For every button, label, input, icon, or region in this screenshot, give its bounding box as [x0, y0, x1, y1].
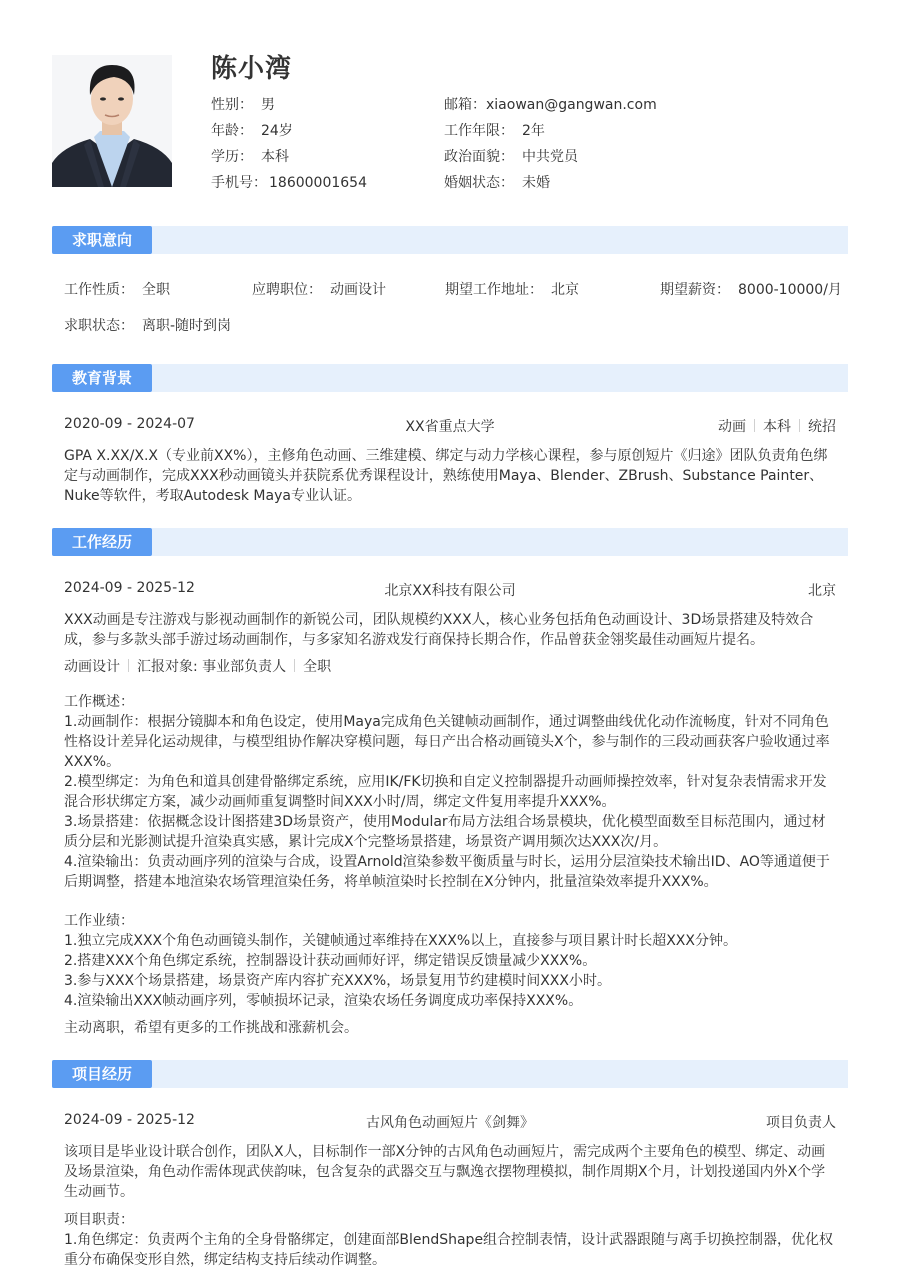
candidate-name: 陈小湾 [211, 54, 293, 84]
work-overview-item: 2.模型绑定：为角色和道具创建骨骼绑定系统，应用IK/FK切换和自定义控制器提升动画师操控效率，针对复杂表情需求开发混合形状绑定方案，减少动画师重复调整时间XXX小时/周，绑定文件复用率提升XXX%。 [64, 774, 827, 810]
info-label: 政治面貌： [444, 149, 514, 165]
work-overview-item: 4.渲染输出：负责动画序列的渲染与合成，设置Arnold渲染参数平衡质量与时长，运用分层渲染技术输出ID、AO等通道便于后期调整，搭建本地渲染农场管理渲染任务，将单帧渲染时长控制在X分钟内，批量渲染效率提升XXX%。 [64, 854, 830, 890]
info-education [211, 146, 289, 166]
work-leave-reason [64, 1018, 836, 1038]
work-company: 北京XX科技有限公司 [384, 583, 516, 599]
info-value: 24岁 [261, 123, 293, 139]
person-portrait-icon [52, 55, 172, 187]
work-period: 2024-09 - 2025-12 [64, 580, 195, 596]
work-achievement-item: 3.参与XXX个场景搭建，场景资产库内容扩充XXX%，场景复用节约建模时间XXX小时。 [64, 973, 611, 989]
info-email [444, 94, 657, 114]
divider [754, 419, 755, 432]
info-label: 邮箱： [444, 97, 486, 113]
section-header-intent [52, 226, 848, 254]
info-label: 婚姻状态： [444, 175, 514, 191]
info-label: 工作年限： [444, 123, 514, 139]
section-header-work [52, 528, 848, 556]
work-achievement-item: 4.渲染输出XXX帧动画序列，零帧损坏记录，渲染农场任务调度成功率保持XXX%。 [64, 993, 583, 1009]
work-tags [64, 657, 836, 677]
education-row [64, 416, 836, 436]
project-period: 2024-09 - 2025-12 [64, 1112, 195, 1128]
work-intro-text: XXX动画是专注游戏与影视动画制作的新锐公司，团队规模约XXX人，核心业务包括角色动画设计、3D场景搭建及特效合成，参与多款头部手游过场动画制作，与多家知名游戏发行商保持长期合作，作品曾获金翎奖最佳动画短片提名。 [64, 612, 814, 648]
info-label: 学历： [211, 149, 253, 165]
section-header-project [52, 1060, 848, 1088]
info-value: 18600001654 [269, 175, 367, 191]
work-tag-type: 全职 [303, 659, 332, 675]
info-value: 男 [261, 97, 275, 113]
info-label: 手机号： [211, 175, 267, 191]
project-duty-item: 1.角色绑定：负责两个主角的全身骨骼绑定，创建面部BlendShape组合控制表情，设计武器跟随与离手切换控制器，优化权重分布确保变形自然，绑定结构支持后续动作调整。 [64, 1232, 834, 1268]
project-row [64, 1112, 836, 1132]
intent-status [64, 315, 231, 335]
intent-value: 离职-随时到岗 [142, 318, 232, 334]
section-title: 工作经历 [52, 528, 152, 556]
intent-value: 北京 [551, 282, 579, 298]
project-name: 古风角色动画短片《剑舞》 [366, 1115, 534, 1131]
work-row [64, 580, 836, 600]
section-title: 求职意向 [52, 226, 152, 254]
info-label: 年龄： [211, 123, 253, 139]
divider [799, 419, 800, 432]
info-value: 未婚 [522, 175, 550, 191]
work-tag-report-to: 汇报对象: 事业部负责人 [137, 659, 287, 675]
intent-work-type [64, 279, 170, 299]
info-gender [211, 94, 275, 114]
education-school: XX省重点大学 [405, 419, 495, 435]
work-achievements-title: 工作业绩： [64, 913, 134, 929]
info-age [211, 120, 293, 140]
intent-salary [660, 279, 842, 299]
intent-label: 期望薪资： [660, 282, 730, 298]
project-duties-title: 项目职责： [64, 1212, 134, 1228]
intent-label: 应聘职位： [252, 282, 322, 298]
section-title: 项目经历 [52, 1060, 152, 1088]
project-description-text: 该项目是毕业设计联合创作，团队X人，目标制作一部X分钟的古风角色动画短片，需完成两个主要角色的模型、绑定、动画及场景渲染，角色动作需体现武侠韵味，包含复杂的武器交互与飘逸衣摆物理模拟，制作周期X个月，计划投递国内外X个学生动画节。 [64, 1144, 826, 1200]
intent-position [252, 279, 386, 299]
work-overview-item: 3.场景搭建：依据概念设计图搭建3D场景资产，使用Modular布局方法组合场景模块，优化模型面数至目标范围内，通过材质分层和光影测试提升渲染真实感，累计完成X个完整场景搭建，场景资产调用频次达XXX次/月。 [64, 814, 826, 850]
avatar-photo [52, 55, 172, 187]
divider [128, 659, 129, 672]
work-company-intro [64, 610, 836, 650]
info-value: 本科 [261, 149, 289, 165]
education-tags [718, 416, 836, 436]
project-duties [64, 1210, 836, 1270]
work-overview-title: 工作概述： [64, 694, 134, 710]
project-role: 项目负责人 [766, 1115, 836, 1131]
section-title: 教育背景 [52, 364, 152, 392]
info-marital-status [444, 172, 550, 192]
work-tag-role: 动画设计 [64, 659, 120, 675]
info-label: 性别： [211, 97, 253, 113]
info-political-status [444, 146, 578, 166]
work-leave-reason-text: 主动离职，希望有更多的工作挑战和涨薪机会。 [64, 1020, 358, 1036]
info-value: 2年 [522, 123, 545, 139]
intent-label: 工作性质： [64, 282, 134, 298]
education-major: 动画 [718, 419, 746, 435]
education-description-text: GPA X.XX/X.X（专业前XX%），主修角色动画、三维建模、绑定与动力学核心课程，参与原创短片《归途》团队负责角色绑定与动画制作，完成XXX秒动画镜头并获院系优秀课程设计，熟练使用Maya、Blender、ZBrush、Substance Painter、Nuke等软件，考取Autodesk Maya专业认证。 [64, 448, 828, 504]
intent-value: 8000-10000/月 [738, 282, 842, 298]
info-value: 中共党员 [522, 149, 578, 165]
divider [294, 659, 295, 672]
intent-label: 期望工作地址： [445, 282, 543, 298]
intent-label: 求职状态： [64, 318, 134, 334]
work-overview-item: 1.动画制作：根据分镜脚本和角色设定，使用Maya完成角色关键帧动画制作，通过调整曲线优化动作流畅度，针对不同角色性格设计差异化运动规律，与模型组协作解决穿模问题，每日产出合格动画镜头X个，参与制作的三段动画获客户验收通过率XXX%。 [64, 714, 830, 770]
work-city: 北京 [808, 583, 836, 599]
education-description [64, 446, 836, 506]
info-work-years [444, 120, 545, 140]
intent-location [445, 279, 579, 299]
work-overview [64, 692, 836, 892]
info-value[interactable]: xiaowan@gangwan.com [486, 97, 657, 113]
project-description [64, 1142, 836, 1202]
intent-value: 全职 [142, 282, 170, 298]
section-header-education [52, 364, 848, 392]
education-enrollment: 统招 [808, 419, 836, 435]
education-period: 2020-09 - 2024-07 [64, 416, 195, 432]
intent-value: 动画设计 [330, 282, 386, 298]
work-achievement-item: 2.搭建XXX个角色绑定系统，控制器设计获动画师好评，绑定错误反馈量减少XXX%。 [64, 953, 597, 969]
work-achievements [64, 911, 836, 1011]
info-phone [211, 172, 367, 192]
education-degree: 本科 [763, 419, 791, 435]
work-achievement-item: 1.独立完成XXX个角色动画镜头制作，关键帧通过率维持在XXX%以上，直接参与项目累计时长超XXX分钟。 [64, 933, 737, 949]
